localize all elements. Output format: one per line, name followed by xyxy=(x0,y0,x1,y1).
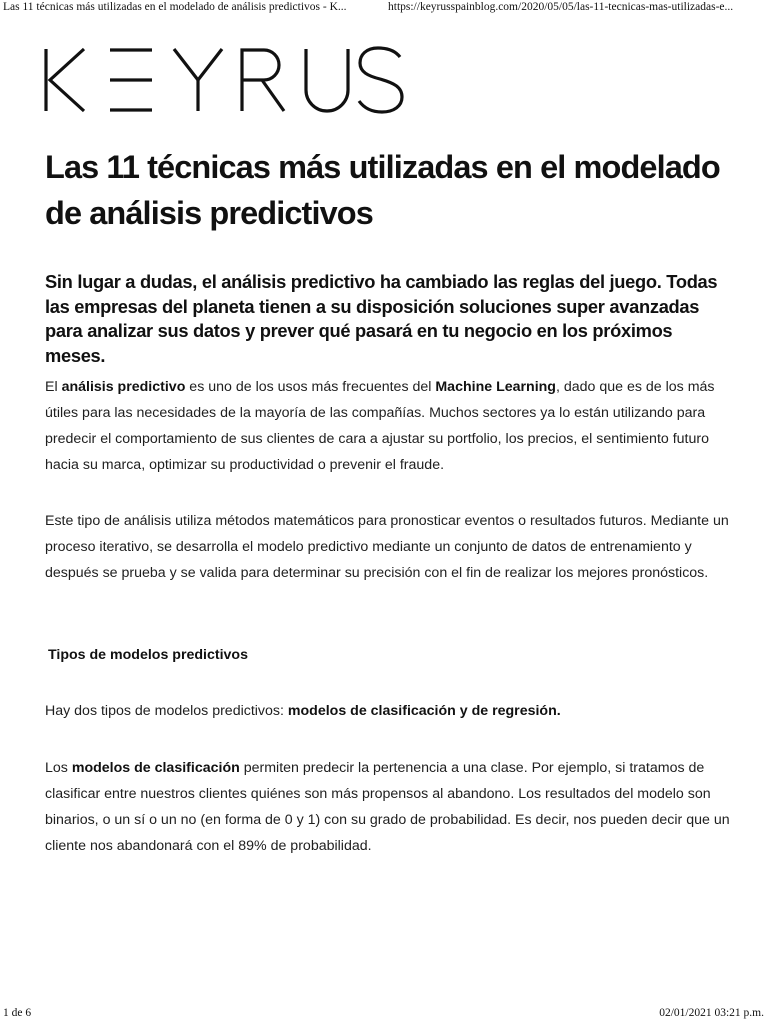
paragraph-methods: Este tipo de análisis utiliza métodos matemáticos para pronosticar eventos o resultados futuros. Mediante un proceso iterativo, se desarrolla el modelo predictivo mediante un conjunto de datos de entrenamiento y después se prueba y se valida para determinar su precisión con el fin de realizar los mejores pronósticos. xyxy=(45,513,729,581)
print-header xyxy=(0,0,768,18)
paragraph-intro xyxy=(45,374,735,478)
paragraph-classification xyxy=(45,755,735,859)
bold-text: modelos de clasificación xyxy=(71,760,240,776)
keyrus-logo[interactable] xyxy=(44,46,406,119)
bold-text: Machine Learning xyxy=(435,379,556,395)
text: es uno de los usos más frecuentes del xyxy=(185,379,436,395)
text: , dado que es de los más útiles para las necesidades de la mayoría de las compañías. Muchos sectores ya lo están utilizando para predecir el comportamiento de sus clientes de cara a ajustar su portfolio, los precios, el sentimiento futuro hacia su marca, optimizar su productividad o prevenir el fraude. xyxy=(45,379,715,473)
section-subhead: Tipos de modelos predictivos xyxy=(48,647,248,663)
bold-text: análisis predictivo xyxy=(61,379,186,395)
print-datetime: 02/01/2021 03:21 p.m. xyxy=(659,1007,764,1019)
bold-text: modelos de clasificación y de regresión. xyxy=(287,703,561,719)
print-header-title: Las 11 técnicas más utilizadas en el modelado de análisis predictivos - K... xyxy=(3,1,347,13)
print-header-url: https://keyrusspainblog.com/2020/05/05/las-11-tecnicas-mas-utilizadas-e... xyxy=(388,1,734,13)
text: El xyxy=(45,379,62,395)
keyrus-logo-mark xyxy=(44,46,406,114)
text: permiten predecir la pertenencia a una clase. Por ejemplo, si tratamos de clasificar entre nuestros clientes quiénes son más propensos al abandono. Los resultados del modelo son binarios, o un sí o un no (en forma de 0 y 1) con su grado de probabilidad. Es decir, nos pueden decir que un cliente nos abandonará con el 89% de probabilidad. xyxy=(45,760,730,854)
article-title: Las 11 técnicas más utilizadas en el modelado de análisis predictivos xyxy=(45,149,720,231)
article-lead: Sin lugar a dudas, el análisis predictivo ha cambiado las reglas del juego. Todas las empresas del planeta tienen a su disposición soluciones super avanzadas para analizar sus datos y prever qué pasará en tu negocio en los próximos meses. xyxy=(45,271,718,366)
page-number: 1 de 6 xyxy=(3,1007,32,1019)
print-footer xyxy=(0,1006,768,1024)
paragraph-model-types xyxy=(45,698,735,724)
text: Los xyxy=(45,760,72,776)
text: Hay dos tipos de modelos predictivos: xyxy=(45,703,288,719)
